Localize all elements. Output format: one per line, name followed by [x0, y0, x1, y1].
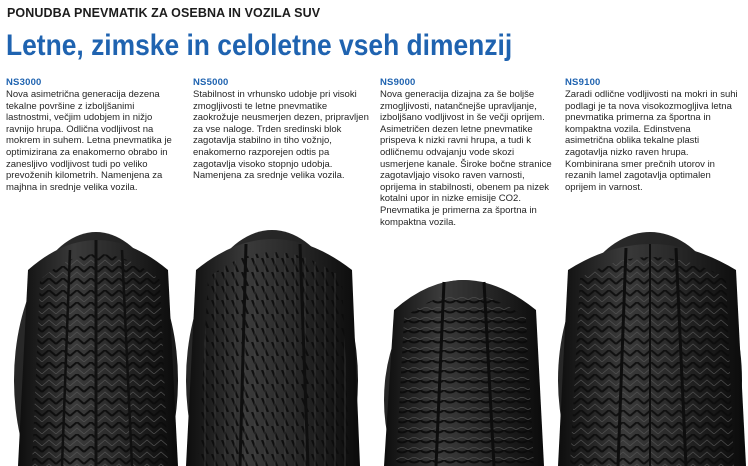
tire-illustrations [0, 230, 748, 466]
product-model-name: NS3000 [6, 77, 42, 88]
page-headline: Letne, zimske in celoletne vseh dimenzij [6, 29, 513, 62]
product-description: Stabilnost in vrhunsko udobje pri visoki zmogljivosti te letne pnevmatike zaokrožuje neusmerjen dezen, pripravljen za vse naloge. Trden sredinski blok zagotavlja stabilno in tiho vožnjo, enakomerno razporejen odtis pa zagotavlja visoko stopnjo udobja. Namenjena za srednje velika vozila. [193, 89, 369, 182]
product-model-name: NS5000 [193, 77, 229, 88]
tire-ns9000 [384, 280, 544, 466]
tire-ns5000 [186, 230, 360, 466]
product-column-ns3000 [6, 77, 182, 193]
product-model-name: NS9100 [565, 77, 601, 88]
product-description: Nova generacija dizajna za še boljše zmogljivosti, natančnejše upravljanje, izboljšano vodljivost in še večji oprijem. Asimetričen dezen letne pnevmatike prispeva k nizki ravni hrupa, a tudi k odličnemu odvajanju vode skozi usmerjene kanale. Široke bočne stranice zagotavljajo visoko raven varnosti, oprijema in stabilnosti, obenem pa nizek kotalni upor in nizke emisije CO2. Pnevmatika je primerna za športna in kompaktna vozila. [380, 89, 552, 228]
tire-ns3000 [14, 232, 178, 466]
product-column-ns9000 [380, 77, 556, 228]
tire-ns9100 [558, 232, 746, 466]
product-description: Nova asimetrična generacija dezena tekalne površine z izboljšanimi lastnostmi, večjim udobjem in nižjo ravnijo hrupa. Odlična vodljivost na mokrem in suhem. Letna pnevmatika je optimizirana za enakomerno obrabo in zanesljivo vodljivost tudi po veliko prevoženih kilometrih. Namenjena za majhna in srednje velika vozila. [6, 89, 172, 193]
product-column-ns5000 [193, 77, 369, 182]
tire-photo-row [0, 230, 748, 466]
product-description: Zaradi odlične vodljivosti na mokri in suhi podlagi je ta nova visokozmogljiva letna pnevmatika primerna za športna in kompaktna vozila. Edinstvena asimetrična oblika tekalne plasti zagotavlja nizko raven hrupa. Kombinirana smer prečnih utorov in rezanih lamel zagotavlja optimalen oprijem in varnost. [565, 89, 738, 193]
product-column-ns9100 [565, 77, 741, 193]
product-model-name: NS9000 [380, 77, 416, 88]
section-kicker: PONUDBA PNEVMATIK ZA OSEBNA IN VOZILA SUV [7, 6, 321, 20]
